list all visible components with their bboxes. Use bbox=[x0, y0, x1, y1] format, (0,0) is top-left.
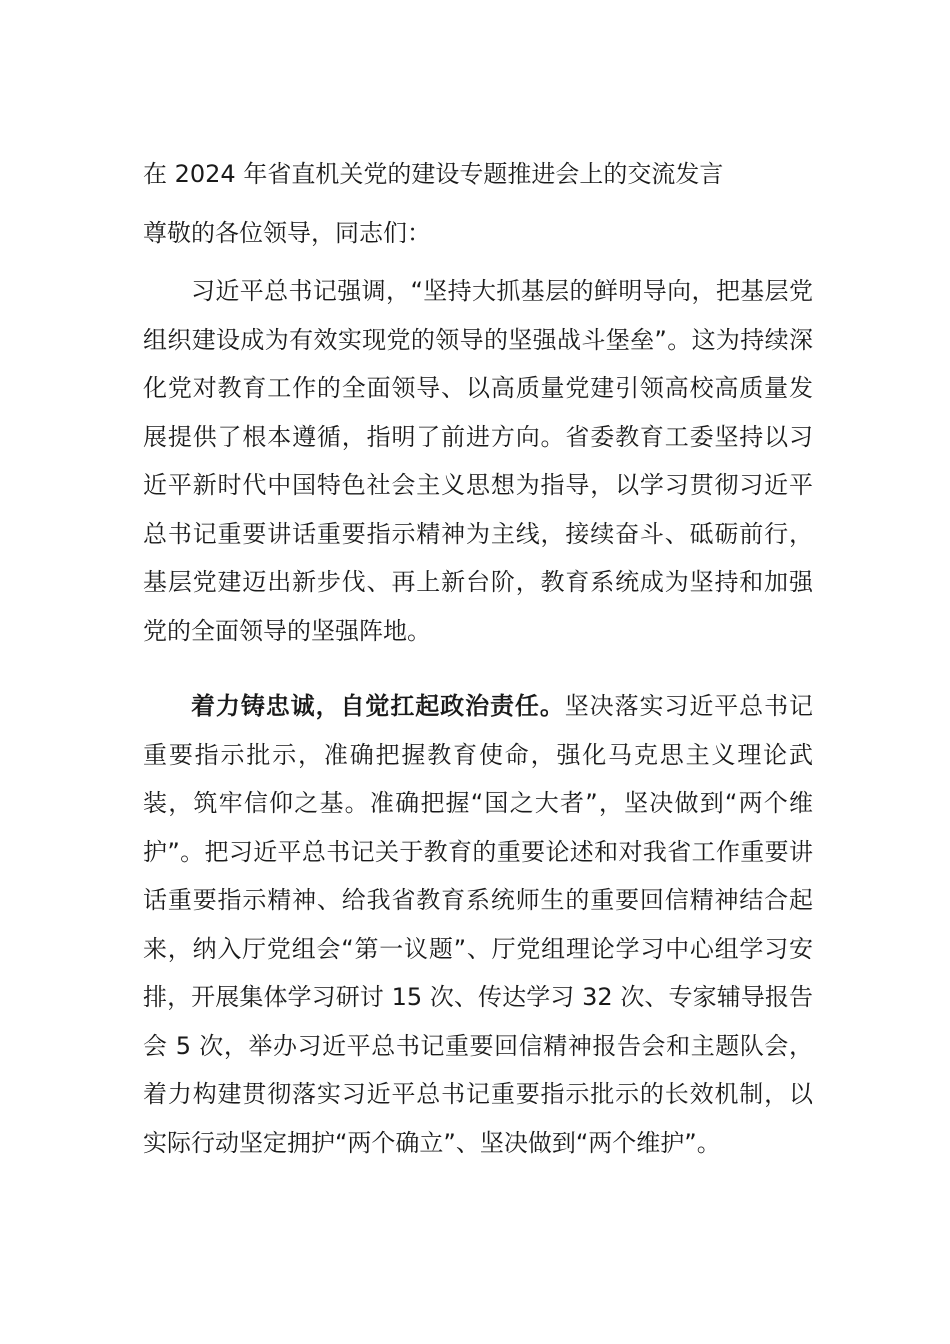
document-title: 在 2024 年省直机关党的建设专题推进会上的交流发言 bbox=[143, 160, 724, 188]
paragraph-loyalty bbox=[143, 682, 813, 1167]
paragraph-intro bbox=[143, 267, 813, 655]
paragraph-text: 坚决落实习近平总书记重要指示批示，准确把握教育使命，强化马克思主义理论武装，筑牢信仰之基。准确把握“国之大者”，坚决做到“两个维护”。把习近平总书记关于教育的重要论述和对我省工作重要讲话重要指示精神、给我省教育系统师生的重要回信精神结合起来，纳入厅党组会“第一议题”、厅党组理论学习中心组学习安排，开展集体学习研讨 15 次、传达学习 32 次、专家辅导报告会 5 次，举办习近平总书记重要回信精神报告会和主题队会，着力构建贯彻落实习近平总书记重要指示批示的长效机制，以实际行动坚定拥护“两个确立”、坚决做到“两个维护”。 bbox=[143, 692, 813, 1157]
paragraph-lead-heading: 着力铸忠诚，自觉扛起政治责任。 bbox=[191, 692, 565, 720]
document-page bbox=[143, 150, 813, 1167]
paragraph-text: 习近平总书记强调，“坚持大抓基层的鲜明导向，把基层党组织建设成为有效实现党的领导的坚强战斗堡垒”。这为持续深化党对教育工作的全面领导、以高质量党建引领高校高质量发展提供了根本遵循，指明了前进方向。省委教育工委坚持以习近平新时代中国特色社会主义思想为指导，以学习贯彻习近平总书记重要讲话重要指示精神为主线，接续奋斗、砥砺前行，基层党建迈出新步伐、再上新台阶，教育系统成为坚持和加强党的全面领导的坚强阵地。 bbox=[143, 277, 813, 645]
salutation: 尊敬的各位领导，同志们： bbox=[143, 219, 431, 247]
